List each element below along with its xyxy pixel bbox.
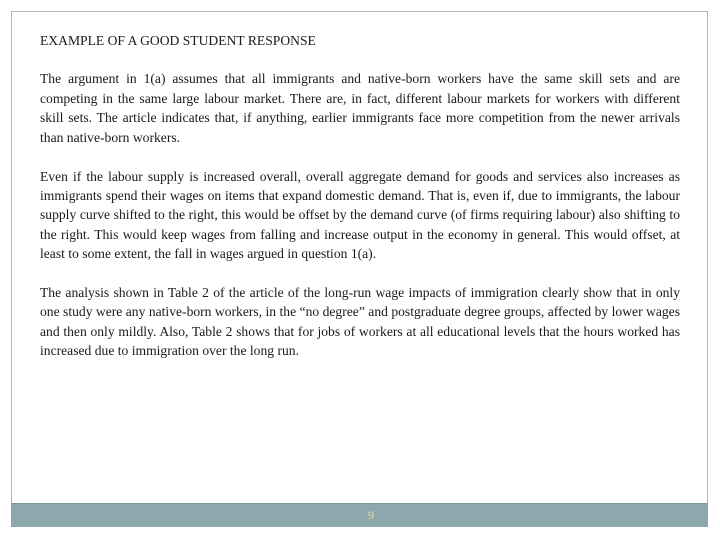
footer-bar [11, 503, 708, 527]
slide-content [40, 31, 680, 380]
slide-heading: EXAMPLE OF A GOOD STUDENT RESPONSE [40, 33, 316, 48]
paragraph-1: The argument in 1(a) assumes that all immigrants and native-born workers have the same skill sets and are competing in the same large labour market. There are, in fact, different labour markets for workers with different skill sets. The article indicates that, if anything, earlier immigrants face more competition from the newer arrivals than native-born workers. [40, 71, 680, 145]
paragraph-3: The analysis shown in Table 2 of the article of the long-run wage impacts of immigration clearly show that in only one study were any native-born workers, in the “no degree” and postgraduate degree groups, affected by lower wages and then only mildly. Also, Table 2 shows that for jobs of workers at all educational levels that the hours worked has increased due to immigration over the long run. [40, 285, 680, 359]
page-number: 9 [368, 508, 374, 522]
paragraph-2: Even if the labour supply is increased overall, overall aggregate demand for goods and services also increases as immigrants spend their wages on items that expand domestic demand. That is, even if, due to immigrants, the labour supply curve shifted to the right, this would be offset by the demand curve (of firms requiring labour) also shifting to the right. This would keep wages from falling and increase output in the economy in general. This would offset, at least to some extent, the fall in wages argued in question 1(a). [40, 168, 680, 262]
